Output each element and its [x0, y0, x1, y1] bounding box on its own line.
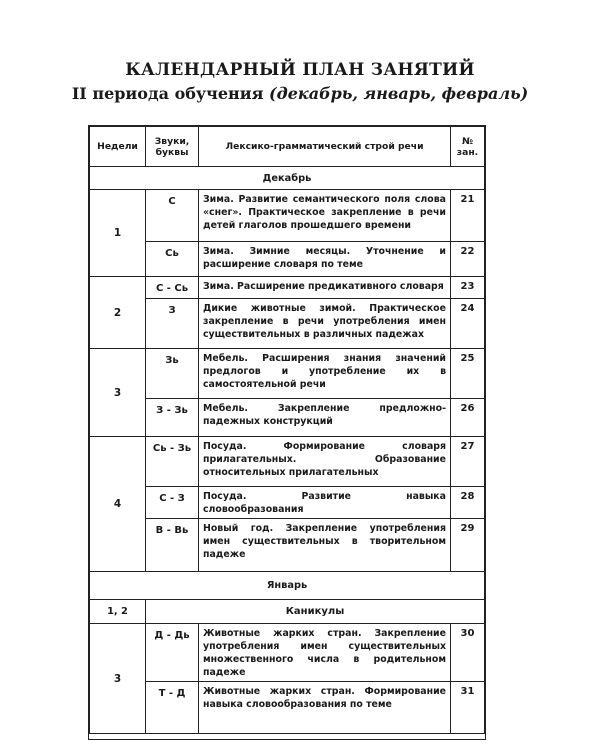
month-row	[90, 572, 485, 600]
calendar-plan-table	[89, 126, 485, 734]
header-num	[451, 127, 485, 167]
week-cell: 2	[90, 277, 146, 349]
header-sounds	[146, 127, 199, 167]
sound-cell: С - Сь	[146, 277, 199, 299]
sound-cell: З	[146, 299, 199, 349]
week-cell: 3	[90, 349, 146, 437]
lesson-text: Дикие животные зимой. Практическое закрепление в речи употребления имен существительных в различных падежах	[199, 299, 451, 349]
table-row	[90, 349, 485, 399]
header-sounds-line1: Звуки,	[154, 135, 190, 147]
lesson-number: 23	[451, 277, 485, 299]
table-row	[90, 437, 485, 487]
lesson-text: Животные жарких стран. Закрепление употребления имен существительных множественного числа в родительном падеже	[199, 624, 451, 682]
lesson-number: 21	[451, 190, 485, 242]
week-cell: 1	[90, 190, 146, 277]
plan-frame	[88, 125, 486, 740]
lesson-text: Новый год. Закрепление употребления имен существительных в творительном падеже	[199, 519, 451, 572]
lesson-text: Зима. Развитие семантического поля слова «снег». Практическое закрепление в речи детей глаголов прошедшего времени	[199, 190, 451, 242]
lesson-text: Мебель. Закрепление предложно-падежных конструкций	[199, 399, 451, 437]
holiday-cell: Каникулы	[146, 600, 485, 624]
month-row	[90, 167, 485, 190]
lesson-text: Зима. Зимние месяцы. Уточнение и расширение словаря по теме	[199, 242, 451, 277]
lesson-number: 30	[451, 624, 485, 682]
month-january: Январь	[90, 572, 485, 600]
sound-cell: Сь	[146, 242, 199, 277]
header-row	[90, 127, 485, 167]
sound-cell: Т - Д	[146, 682, 199, 734]
lesson-number: 27	[451, 437, 485, 487]
table-row	[90, 399, 485, 437]
header-num-line2: зан.	[456, 146, 479, 158]
table-row	[90, 519, 485, 572]
sound-cell: Сь - Зь	[146, 437, 199, 487]
lesson-number: 22	[451, 242, 485, 277]
sound-cell: Зь	[146, 349, 199, 399]
lesson-number: 26	[451, 399, 485, 437]
lesson-text: Животные жарких стран. Формирование навыка словообразования по теме	[199, 682, 451, 734]
week-cell: 4	[90, 437, 146, 572]
header-weeks: Недели	[90, 127, 146, 167]
lesson-number: 28	[451, 487, 485, 519]
lesson-text: Посуда. Развитие навыка словообразования	[199, 487, 451, 519]
subtitle-months: (декабрь, январь, февраль)	[269, 84, 529, 103]
lesson-text: Посуда. Формирование словаря прилагательных. Образование относительных прилагательных	[199, 437, 451, 487]
sound-cell: Д - Дь	[146, 624, 199, 682]
holiday-row	[90, 600, 485, 624]
table-row	[90, 242, 485, 277]
page-title: КАЛЕНДАРНЫЙ ПЛАН ЗАНЯТИЙ	[125, 60, 475, 80]
header-grammar: Лексико-грамматический строй речи	[199, 127, 451, 167]
lesson-number: 29	[451, 519, 485, 572]
lesson-number: 25	[451, 349, 485, 399]
month-december: Декабрь	[90, 167, 485, 190]
table-row	[90, 487, 485, 519]
table-row	[90, 624, 485, 682]
week-cell: 3	[90, 624, 146, 734]
lesson-text: Зима. Расширение предикативного словаря	[199, 277, 451, 299]
table-row	[90, 682, 485, 734]
sound-cell: С - З	[146, 487, 199, 519]
sound-cell: В - Вь	[146, 519, 199, 572]
table-row	[90, 190, 485, 242]
page-subtitle	[0, 84, 600, 103]
subtitle-main: II периода обучения	[71, 84, 270, 103]
table-row	[90, 299, 485, 349]
sound-cell: З - Зь	[146, 399, 199, 437]
sound-cell: С	[146, 190, 199, 242]
lesson-number: 31	[451, 682, 485, 734]
lesson-text: Мебель. Расширения знания значений предлогов и употребление их в самостоятельной речи	[199, 349, 451, 399]
header-sounds-line2: буквы	[155, 146, 189, 158]
lesson-number: 24	[451, 299, 485, 349]
week-cell: 1, 2	[90, 600, 146, 624]
header-num-line1: №	[461, 135, 474, 147]
table-row	[90, 277, 485, 299]
